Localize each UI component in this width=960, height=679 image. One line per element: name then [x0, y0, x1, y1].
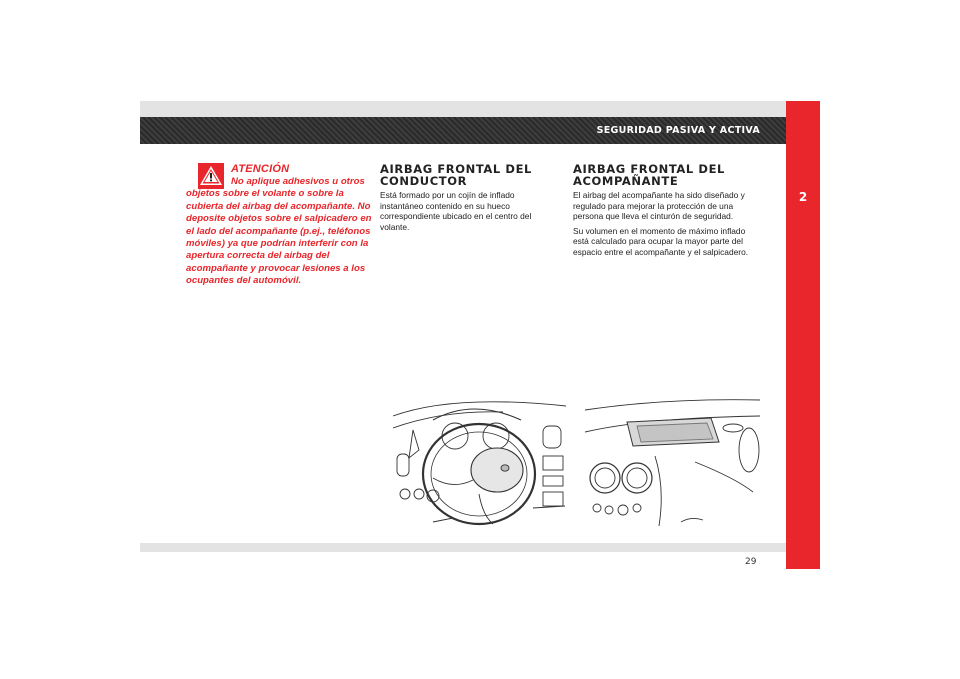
bottom-strip	[140, 543, 786, 552]
top-strip	[140, 101, 786, 117]
section-passenger-paragraph: El airbag del acompañante ha sido diseñado y regulado para mejorar la protección de una persona que lleva el cinturón de seguridad.	[573, 190, 745, 222]
section-passenger-airbag	[573, 163, 753, 258]
section-passenger-title-line1: AIRBAG FRONTAL DEL	[573, 162, 725, 176]
steering-wheel-illustration	[393, 398, 566, 526]
section-driver-title-line2: CONDUCTOR	[380, 174, 468, 188]
section-passenger-paragraph: Su volumen en el momento de máximo inflado está calculado para ocupar la mayor parte del espacio entre el acompañante y el salpicadero.	[573, 225, 749, 257]
passenger-dashboard-illustration	[585, 398, 760, 526]
section-passenger-title	[573, 163, 753, 187]
chapter-tab[interactable]	[786, 101, 820, 569]
warning-text: No aplique adhesivos u otros objetos sobre el volante o sobre la cubierta del airbag del acompañante. No deposite objetos sobre el salpicadero en el lado del acompañante (p.ej., teléfonos móviles) ya que podrían interferir con la apertura correcta del airbag del acompañante y provocar lesiones a los ocupantes del automóvil.	[186, 176, 372, 287]
section-driver-title	[380, 163, 560, 187]
section-driver-title-line1: AIRBAG FRONTAL DEL	[380, 162, 532, 176]
chapter-number: 2	[798, 190, 808, 204]
section-passenger-title-line2: ACOMPAÑANTE	[573, 174, 679, 188]
section-driver-paragraph: Está formado por un cojín de inflado instantáneo contenido en su hueco correspondiente ubicado en el centro del volante.	[380, 190, 532, 232]
section-driver-airbag	[380, 163, 560, 232]
section-header-band	[140, 117, 786, 144]
warning-title: ATENCIÓN	[231, 163, 290, 175]
section-header-title: SEGURIDAD PASIVA Y ACTIVA	[596, 125, 760, 136]
page-number: 29	[745, 557, 757, 567]
